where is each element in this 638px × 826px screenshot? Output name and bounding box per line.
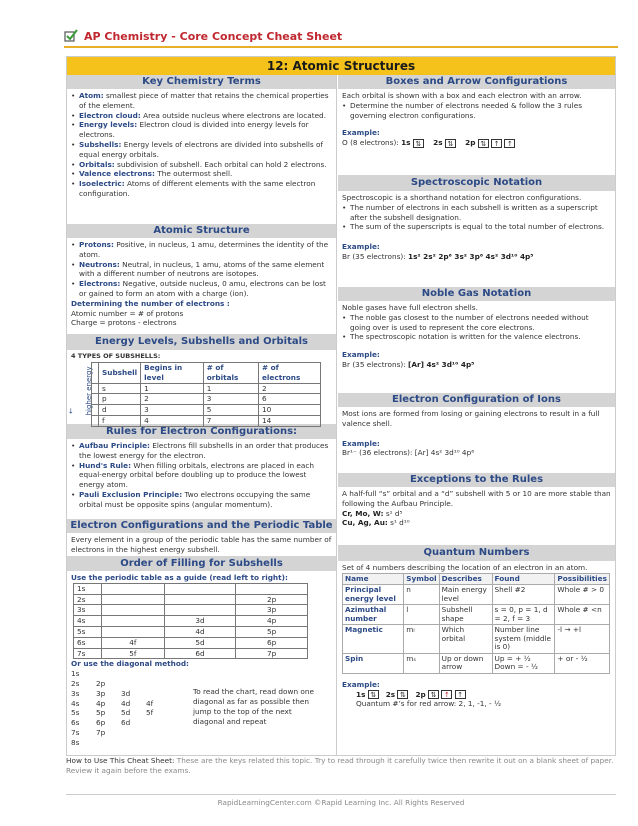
orbital-box: ⇅	[445, 139, 456, 148]
table-cell	[164, 605, 236, 616]
section-heading: Noble Gas Notation	[338, 287, 615, 301]
table-cell: s	[99, 383, 141, 394]
table-cell: 1s	[74, 583, 102, 594]
term: Energy levels:	[79, 120, 138, 130]
cheat-sheet	[66, 56, 616, 756]
table-cell: Magnetic	[343, 625, 404, 654]
header-title: AP Chemistry - Core Concept Cheat Sheet	[84, 29, 343, 43]
list-item: • Subshells: Energy levels of electrons are divided into subshells of equal energy orbitals.	[71, 140, 332, 160]
text-line: Atomic number = # of protons	[71, 308, 184, 318]
left-column	[67, 75, 337, 755]
orbital-box: ↑	[504, 139, 515, 148]
box-list	[342, 101, 611, 121]
table-cell: + or - ½	[555, 653, 610, 673]
diagonal-cell: 3p	[96, 688, 106, 698]
text-block: Most ions are formed from losing or gaining electrons to result in a full valence shell.	[342, 409, 600, 428]
list-item: • The spectroscopic notation is written for the valence electrons.	[342, 332, 611, 342]
term: Valence electrons:	[79, 169, 155, 179]
diagonal-cell: 8s	[71, 737, 80, 747]
diagonal-cell: 3s	[71, 688, 80, 698]
table-cell	[92, 383, 99, 394]
table-cell: 2s	[74, 594, 102, 605]
table-cell	[164, 583, 236, 594]
filling-table	[73, 583, 308, 660]
diagonal-row	[71, 669, 332, 679]
table-row	[74, 583, 308, 594]
table-row	[92, 415, 321, 426]
section-heading: Atomic Structure	[67, 224, 336, 238]
table-cell	[102, 605, 165, 616]
table-row	[74, 616, 308, 627]
table-cell	[102, 594, 165, 605]
table-header: Symbol	[404, 573, 439, 585]
table-cell: Principal energy level	[343, 585, 404, 605]
diagonal-cell: 6s	[71, 718, 80, 728]
table-cell: Up = + ½ Down = - ½	[492, 653, 555, 673]
table-cell: Azimuthal number	[343, 605, 404, 625]
table-cell: 2	[141, 394, 204, 405]
table-cell: 3s	[74, 605, 102, 616]
quantum-line: Quantum #’s for red arrow: 2, 1, -1, - ½	[356, 699, 502, 709]
text-block: Spectroscopic is a shorthand notation for electron configurations.	[342, 193, 582, 202]
term: Pauli Exclusion Principle:	[79, 489, 183, 499]
example-line: Br (35 electrons): [Ar] 4s² 3d¹⁰ 4p⁵	[342, 359, 475, 369]
diagonal-cell: 6p	[96, 718, 106, 728]
quantum-example: 1s ⇅ 2s ⇅ 2p ⇅ ↑ ↑	[342, 690, 611, 700]
orbital-box: ⇅	[413, 139, 424, 148]
quantum-table	[342, 573, 610, 674]
table-header: Found	[492, 573, 555, 585]
text-block: Set of 4 numbers describing the location of an electron in an atom.	[342, 563, 588, 572]
energy-label: higher energy	[85, 366, 94, 416]
list-item: • The sum of the superscripts is equal to the total number of electrons.	[342, 222, 611, 232]
section-heading: Exceptions to the Rules	[338, 473, 615, 487]
table-cell: 4p	[236, 616, 308, 627]
orbital-box: ⇅	[478, 139, 489, 148]
term: Hund's Rule:	[79, 460, 132, 470]
table-cell: 4	[141, 415, 204, 426]
table-cell: 5s	[74, 626, 102, 637]
table-cell	[92, 405, 99, 416]
subheading: Use the periodic table as a guide (read left to right):	[71, 573, 288, 582]
table-row	[92, 394, 321, 405]
table-cell: 3p	[236, 605, 308, 616]
table-cell: 6s	[74, 637, 102, 648]
text-block: Each orbital is shown with a box and each electron with an arrow.	[342, 91, 582, 100]
table-cell: Shell #2	[492, 585, 555, 605]
table-cell: Main energy level	[439, 585, 492, 605]
table-cell: mₗ	[404, 625, 439, 654]
example-label: Example:	[342, 242, 380, 252]
table-cell: 1	[141, 383, 204, 394]
table-cell: 7s	[74, 648, 102, 659]
table-row	[74, 648, 308, 659]
table-cell: 10	[258, 405, 320, 416]
diagonal-cell: 7s	[71, 727, 80, 737]
table-cell: 1	[203, 383, 258, 394]
diagonal-row	[71, 738, 332, 748]
table-cell: -l → +l	[555, 625, 610, 654]
table-row	[343, 605, 610, 625]
section-heading: Key Chemistry Terms	[67, 75, 336, 89]
section-heading: Electron Configuration of Ions	[338, 393, 615, 407]
list-item: • Determine the number of electrons needed & follow the 3 rules governing electron configurations.	[342, 101, 611, 121]
table-row	[343, 585, 610, 605]
table-cell: 2	[258, 383, 320, 394]
table-header: Describes	[439, 573, 492, 585]
term: Electron cloud:	[79, 110, 141, 120]
table-cell: Which orbital	[439, 625, 492, 654]
orbital-box: ⇅	[397, 690, 408, 699]
section-heading: Order of Filling for Subshells	[67, 556, 336, 571]
exception-line: Cr, Mo, W: s¹ d⁵	[342, 508, 403, 518]
orbital-box: ↑	[491, 139, 502, 148]
table-cell	[164, 594, 236, 605]
term: Electrons:	[79, 279, 121, 289]
text-block: A half-full “s” orbital and a “d” subshell with 5 or 10 are more stable than following the Aufbau Principle.	[342, 489, 611, 508]
arrow-icon: ←	[67, 407, 76, 414]
diagonal-cell: 3d	[121, 688, 131, 698]
list-item: • Neutrons: Neutral, in nucleus, 1 amu, atoms of the same element with a different number of neutrons are isotopes.	[71, 260, 332, 280]
table-cell: 5	[203, 405, 258, 416]
diagonal-cell: 7p	[96, 727, 106, 737]
table-row	[92, 405, 321, 416]
table-cell: n	[404, 585, 439, 605]
table-cell: 5f	[102, 648, 165, 659]
section-heading: Electron Configurations and the Periodic Table	[67, 519, 336, 533]
subheading: Or use the diagonal method:	[71, 659, 189, 669]
table-row	[343, 653, 610, 673]
table-cell: 4s	[74, 616, 102, 627]
table-header: Name	[343, 573, 404, 585]
list-item: • The noble gas closest to the number of electrons needed without going over is used to represent the core electrons.	[342, 313, 611, 333]
diagonal-cell: 2s	[71, 678, 80, 688]
example-label: Example:	[342, 438, 380, 448]
list-item: • Isoelectric: Atoms of different elements with the same electron configuration.	[71, 179, 332, 199]
section-heading: Boxes and Arrow Configurations	[338, 75, 615, 89]
table-cell: 3	[141, 405, 204, 416]
diagonal-cell: 4s	[71, 698, 80, 708]
table-cell: 4d	[164, 626, 236, 637]
list-item: • Valence electrons: The outermost shell.	[71, 169, 332, 179]
table-header: # of electrons	[258, 363, 320, 384]
table-cell	[92, 394, 99, 405]
table-header-row	[92, 363, 321, 384]
diagonal-cell: 4p	[96, 698, 106, 708]
sheet-title: 12: Atomic Structures	[67, 57, 615, 75]
table-cell: Number line system (middle is 0)	[492, 625, 555, 654]
term: Aufbau Principle:	[79, 441, 150, 450]
diagonal-row	[71, 728, 332, 738]
list-item: • Protons: Positive, in nucleus, 1 amu, determines the identity of the atom.	[71, 240, 332, 260]
table-cell: 6d	[164, 648, 236, 659]
table-cell: 7	[203, 415, 258, 426]
table-cell: d	[99, 405, 141, 416]
page-header	[64, 26, 618, 48]
right-column	[338, 75, 615, 755]
text-block: Every element in a group of the periodic table has the same number of electrons in the highest energy subshell.	[71, 535, 332, 554]
table-cell: 4f	[102, 637, 165, 648]
table-header: Begins in level	[141, 363, 204, 384]
checkbox-logo-icon	[64, 29, 78, 43]
section-heading: Energy Levels, Subshells and Orbitals	[67, 334, 336, 350]
orbital-box: ⇅	[368, 690, 379, 699]
table-cell: 14	[258, 415, 320, 426]
table-cell	[236, 583, 308, 594]
table-cell: 2p	[236, 594, 308, 605]
table-header-row	[343, 573, 610, 585]
table-cell: Spin	[343, 653, 404, 673]
table-header: Possibilities	[555, 573, 610, 585]
noble-gas-list	[342, 313, 611, 342]
term: Subshells:	[79, 139, 122, 149]
example-line: Br (35 electrons): 1s² 2s² 2p⁶ 3s² 3p⁶ 4s² 3d¹⁰ 4p⁵	[342, 251, 534, 261]
table-cell: 6	[258, 394, 320, 405]
diagonal-cell: 2p	[96, 678, 106, 688]
list-item: • Orbitals: subdivision of subshell. Each orbital can hold 2 electrons.	[71, 160, 332, 170]
table-cell	[102, 626, 165, 637]
table-cell: 3d	[164, 616, 236, 627]
copyright-footer: RapidLearningCenter.com ©Rapid Learning Inc. All Rights Reserved	[66, 794, 616, 807]
box-example: O (8 electrons): 1s ⇅ 2s ⇅ 2p ⇅ ↑ ↑	[342, 138, 611, 148]
atomic-structure-list	[71, 240, 332, 299]
table-cell: Whole # > 0	[555, 585, 610, 605]
diagonal-cell: 5s	[71, 708, 80, 718]
text-line: Charge = protons - electrons	[71, 318, 177, 328]
table-caption: 4 TYPES OF SUBSHELLS:	[71, 352, 161, 360]
diagonal-cell: 5d	[121, 708, 131, 718]
diagonal-cell: 6d	[121, 718, 131, 728]
subshell-table	[91, 362, 321, 427]
table-header: Subshell	[99, 363, 141, 384]
table-cell: 7p	[236, 648, 308, 659]
table-cell: 3	[203, 394, 258, 405]
orbital-box: ↑	[455, 690, 466, 699]
diagonal-cell: 1s	[71, 669, 80, 679]
diagonal-cell: 5p	[96, 708, 106, 718]
key-terms-list	[71, 91, 332, 199]
rules-list	[71, 441, 332, 510]
table-cell: s = 0, p = 1, d = 2, f = 3	[492, 605, 555, 625]
table-cell: Up or down arrow	[439, 653, 492, 673]
list-item: • Energy levels: Electron cloud is divided into energy levels for electrons.	[71, 120, 332, 140]
subheading: Determining the number of electrons :	[71, 298, 230, 308]
table-cell: l	[404, 605, 439, 625]
table-cell: 5d	[164, 637, 236, 648]
table-cell	[102, 616, 165, 627]
example-label: Example:	[342, 350, 380, 360]
table-cell	[102, 583, 165, 594]
table-cell: p	[99, 394, 141, 405]
how-to-use: How to Use This Cheat Sheet: These are the keys related this topic. Try to read through it carefully twice then rewrite it out on a blank sheet of paper. Review it again before the exams.	[66, 756, 614, 775]
list-item: • Atom: smallest piece of matter that retains the chemical properties of the element.	[71, 91, 332, 111]
section-heading: Rules for Electron Configurations:	[67, 424, 336, 439]
list-item: • The number of electrons in each subshell is written as a superscript after the subshell designation.	[342, 203, 611, 223]
example-label: Example:	[342, 679, 380, 689]
table-cell: Whole # <n	[555, 605, 610, 625]
section-heading: Quantum Numbers	[338, 545, 615, 561]
table-row	[74, 637, 308, 648]
table-cell	[92, 363, 99, 384]
table-cell: f	[99, 415, 141, 426]
table-row	[74, 605, 308, 616]
spec-list	[342, 203, 611, 232]
term: Isoelectric:	[79, 179, 125, 189]
exception-line: Cu, Ag, Au: s¹ d¹⁰	[342, 518, 410, 528]
table-row	[92, 383, 321, 394]
table-header: # of orbitals	[203, 363, 258, 384]
diagonal-cell: 4d	[121, 698, 131, 708]
list-item: • Pauli Exclusion Principle: Two electrons occupying the same orbital must be opposite spins (angular momentum).	[71, 490, 332, 510]
table-row	[74, 626, 308, 637]
text-block: Noble gases have full electron shells.	[342, 303, 478, 312]
table-cell	[92, 415, 99, 426]
table-cell: 6p	[236, 637, 308, 648]
red-arrow-box: ↑	[441, 690, 452, 699]
example-label: Example:	[342, 128, 380, 138]
list-item: • Aufbau Principle: Electrons fill subshells in an order that produces the lowest energy for the electron.	[71, 441, 332, 461]
term: Neutrons:	[79, 259, 120, 269]
table-cell: Subshell shape	[439, 605, 492, 625]
list-item: • Electron cloud: Area outside nucleus where electrons are located.	[71, 111, 332, 121]
example-line: Br¹⁻ (36 electrons): [Ar] 4s² 3d¹⁰ 4p⁶	[342, 448, 475, 458]
term: Atom:	[79, 91, 104, 100]
table-row	[74, 594, 308, 605]
term: Protons:	[79, 240, 114, 249]
table-row	[343, 625, 610, 654]
diagonal-note: To read the chart, read down one diagonal as far as possible then jump to the top of the next diagonal and repeat	[193, 687, 314, 726]
list-item: • Electrons: Negative, outside nucleus, 0 amu, electrons can be lost or gained to form an atom with a charge (ion).	[71, 279, 332, 299]
list-item: • Hund's Rule: When filling orbitals, electrons are placed in each equal-energy orbital before doubling up to produce the lowest energy atom.	[71, 461, 332, 490]
table-cell: mₛ	[404, 653, 439, 673]
section-heading: Spectroscopic Notation	[338, 175, 615, 191]
orbital-box: ⇅	[428, 690, 439, 699]
term: Orbitals:	[79, 159, 115, 169]
diagonal-cell: 5f	[146, 708, 154, 718]
table-cell: 5p	[236, 626, 308, 637]
diagonal-cell: 4f	[146, 698, 154, 708]
